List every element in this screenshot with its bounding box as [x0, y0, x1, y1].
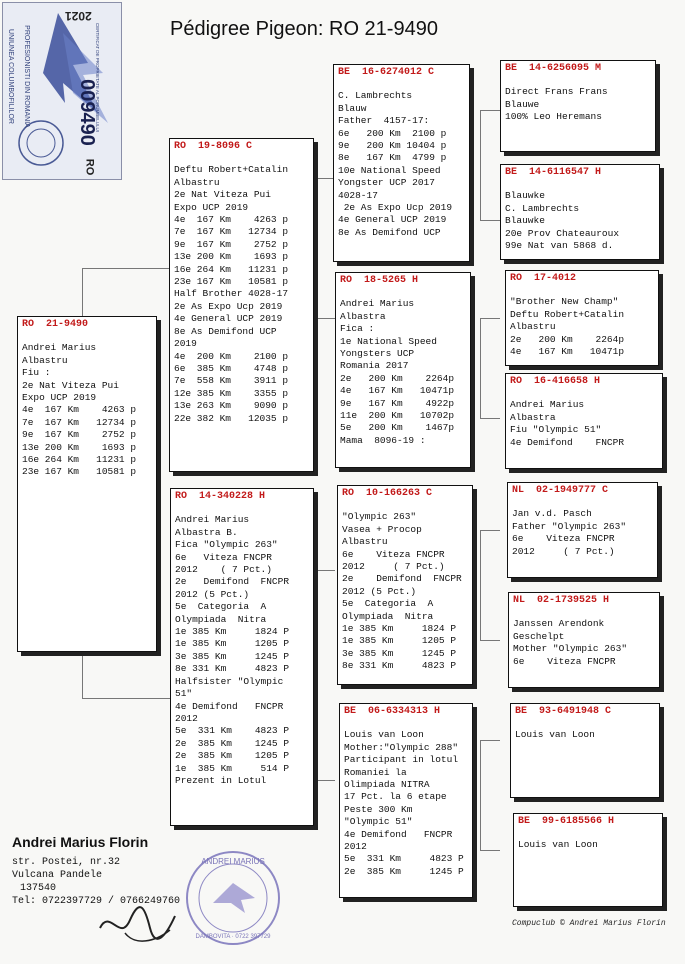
connector-line — [480, 418, 500, 419]
pigeon-info-line: Direct Frans Frans — [505, 86, 608, 98]
pigeon-info-line: Father "Olympic 263" — [512, 520, 627, 532]
pigeon-info-line: Father 4157-17: — [338, 115, 430, 127]
pigeon-card-dsd — [508, 592, 660, 688]
owner-seal-icon — [183, 848, 283, 948]
connector-line — [480, 740, 481, 850]
pigeon-info-line: 6e Viteza FNCPR — [342, 548, 445, 560]
pigeon-card-sire — [169, 138, 314, 472]
pigeon-info-line: Albastru — [510, 321, 556, 333]
pigeon-info-line: 4e 167 Km 4263 p — [22, 404, 137, 416]
pigeon-card-dds — [510, 703, 660, 798]
pigeon-info-line: 8e As Demifond UCP — [338, 226, 441, 238]
pigeon-info-line: Romania 2017 — [340, 360, 409, 372]
pigeon-info-line: Albastru — [342, 536, 388, 548]
pigeon-info-line: Albastru — [22, 354, 68, 366]
connector-line — [480, 740, 500, 741]
pigeon-info-line: 20e Prov Chateauroux — [505, 227, 620, 239]
ring-number: BE 93-6491948 C — [515, 706, 612, 717]
owner-phone: Tel: 0722397729 / 0766249760 — [12, 896, 181, 907]
stamp-country-code: RO — [83, 158, 96, 176]
connector-line — [315, 570, 335, 571]
pigeon-info-line: 16e 264 Km 11231 p — [22, 454, 137, 466]
pigeon-info-line: C. Lambrechts — [338, 90, 413, 102]
ring-number: NL 02-1949777 C — [512, 485, 609, 496]
pigeon-info-line: 23e 167 Km 10581 p — [22, 466, 137, 478]
page-title: Pédigree Pigeon: RO 21-9490 — [170, 18, 438, 40]
ownership-certificate-stamp — [2, 2, 122, 180]
pigeon-info-line: 2012 (5 Pct.) — [342, 585, 417, 597]
pigeon-info-line: 3e 385 Km 1245 P — [342, 647, 457, 659]
pigeon-info-line: Andrei Marius — [22, 342, 97, 354]
stamp-certificate-text: CERTIFICAT DE PROPRIETATE AL PORUMBELULUI — [94, 23, 100, 132]
software-credit: Compuclub © Andrei Marius Florin — [512, 919, 666, 928]
pigeon-card-ssd — [500, 164, 660, 260]
pigeon-info-line: 6e 200 Km 2100 p — [338, 127, 447, 139]
pigeon-info-line: 9e 200 Km 10404 p — [338, 140, 447, 152]
pigeon-info-line: 17 Pct. la 6 etape — [344, 791, 447, 803]
pigeon-info-line: 7e 167 Km 12734 p — [22, 416, 137, 428]
pigeon-info-line: Andrei Marius — [340, 298, 415, 310]
pigeon-info-line: Olympiada Nitra — [175, 613, 267, 625]
pigeon-info-line: 2012 — [344, 841, 367, 853]
pigeon-info-line: 2012 ( 7 Pct.) — [512, 545, 615, 557]
pigeon-card-sdd — [505, 373, 663, 469]
pigeon-info-line: 13e 263 Km 9090 p — [174, 400, 289, 412]
pigeon-info-line: Albastru — [174, 176, 220, 188]
pigeon-info-line: Mother "Olympic 263" — [513, 643, 628, 655]
pigeon-info-line: 1e 385 Km 514 P — [175, 762, 290, 774]
connector-line — [480, 318, 500, 319]
pigeon-info-line: Yongsters UCP — [340, 348, 415, 360]
pigeon-info-line: 13e 200 Km 1693 p — [22, 441, 137, 453]
pigeon-info-line: Expo UCP 2019 — [174, 201, 249, 213]
signature-icon — [95, 898, 185, 948]
connector-line — [480, 110, 500, 111]
pigeon-info-line: 13e 200 Km 1693 p — [174, 251, 289, 263]
connector-line — [480, 850, 500, 851]
pigeon-info-line: Peste 300 Km — [344, 803, 413, 815]
pigeon-info-line: 2e 385 Km 1245 P — [344, 865, 464, 877]
owner-address-street: str. Postei, nr.32 — [12, 857, 121, 868]
pigeon-card-dam-sire — [337, 485, 473, 685]
pigeon-info-line: 2e 200 Km 2264p — [510, 333, 625, 345]
pigeon-info-line: Olympiada Nitra — [342, 610, 434, 622]
pigeon-info-line: 7e 558 Km 3911 p — [174, 375, 289, 387]
connector-line — [82, 268, 172, 269]
ring-number: BE 99-6185566 H — [518, 816, 615, 827]
pigeon-info-line: Blauw — [338, 102, 367, 114]
ring-number: RO 16-416658 H — [510, 376, 601, 387]
pigeon-info-line: 8e 331 Km 4823 P — [342, 660, 457, 672]
pigeon-info-line: 2e As Expo Ucp 2019 — [174, 300, 283, 312]
pigeon-info-line: 4e 167 Km 4263 p — [174, 214, 289, 226]
pigeon-info-line: Albastra B. — [175, 526, 238, 538]
stamp-ring-number: 009490 — [75, 79, 98, 146]
pigeon-info-line: C. Lambrechts — [505, 202, 580, 214]
connector-line — [480, 220, 500, 221]
ring-number: BE 06-6334313 H — [344, 706, 441, 717]
connector-line — [480, 530, 500, 531]
pigeon-info-line: 2e 200 Km 2264p — [340, 372, 455, 384]
pigeon-card-sss — [500, 60, 656, 152]
pigeon-info-line: Fica "Olympic 263" — [175, 539, 278, 551]
ring-number: BE 14-6116547 H — [505, 167, 602, 178]
pigeon-info-line: 9e 167 Km 4922p — [340, 397, 455, 409]
pigeon-info-line: Participant in lotul — [344, 754, 459, 766]
pigeon-info-line: 2e Demifond FNCPR — [342, 573, 462, 585]
pigeon-info-line: 2012 ( 7 Pct.) — [175, 564, 272, 576]
pigeon-info-line: Andrei Marius — [510, 399, 585, 411]
pigeon-card-sds — [505, 270, 659, 366]
ring-number: RO 19-8096 C — [174, 141, 253, 152]
pigeon-info-line: 5e Categoria A — [175, 601, 267, 613]
pigeon-info-line: 8e 167 Km 4799 p — [338, 152, 447, 164]
pigeon-info-line: 10e National Speed — [338, 164, 441, 176]
connector-line — [82, 268, 83, 318]
pigeon-info-line: Janssen Arendonk — [513, 618, 605, 630]
pigeon-info-line: 16e 264 Km 11231 p — [174, 263, 289, 275]
connector-line — [82, 650, 83, 698]
pigeon-info-line: 2e 385 Km 1205 P — [175, 750, 290, 762]
pigeon-info-line: Louis van Loon — [515, 729, 595, 741]
pigeon-info-line: 9e 167 Km 2752 p — [174, 238, 289, 250]
pigeon-info-line: 23e 167 Km 10581 p — [174, 276, 289, 288]
pigeon-info-line: 9e 167 Km 2752 p — [22, 429, 137, 441]
stamp-year: 2021 — [65, 9, 92, 23]
pigeon-info-line: Blauwe — [505, 98, 540, 110]
pigeon-card-dam — [170, 488, 314, 826]
pigeon-info-line: Louis van Loon — [518, 839, 598, 851]
pigeon-info-line: Blauwke — [505, 190, 545, 202]
pigeon-info-line: 5e 331 Km 4823 P — [344, 853, 464, 865]
pigeon-info-line: Fiu "Olympic 51" — [510, 424, 602, 436]
pigeon-info-line: 4e Demifond FNCPR — [175, 700, 284, 712]
connector-line — [315, 780, 335, 781]
pigeon-info-line: 5e 200 Km 1467p — [340, 422, 455, 434]
ring-number: RO 18-5265 H — [340, 275, 419, 286]
pigeon-info-line: 2012 ( 7 Pct.) — [342, 561, 445, 573]
pigeon-info-line: 2012 (5 Pct.) — [175, 588, 250, 600]
owner-postcode: 137540 — [20, 883, 57, 894]
connector-line — [480, 110, 481, 220]
pigeon-info-line: 2019 — [174, 338, 197, 350]
pigeon-info-line: 1e 385 Km 1824 P — [175, 626, 290, 638]
pigeon-info-line: 11e 200 Km 10702p — [340, 410, 455, 422]
pigeon-info-line: 5e Categoria A — [342, 598, 434, 610]
pigeon-info-line: 1e 385 Km 1205 P — [342, 635, 457, 647]
connector-line — [315, 178, 316, 318]
pigeon-info-line: Blauwke — [505, 215, 545, 227]
pigeon-info-line: 4e Demifond FNCPR — [510, 436, 625, 448]
pigeon-info-line: Mother:"Olympic 288" — [344, 741, 459, 753]
pigeon-info-line: Mama 8096-19 : — [340, 434, 426, 446]
pigeon-info-line: Yongster UCP 2017 — [338, 177, 435, 189]
connector-line — [480, 318, 481, 418]
pigeon-info-line: 1e National Speed — [340, 335, 437, 347]
pigeon-emblem-icon — [3, 3, 122, 180]
pigeon-info-line: 100% Leo Heremans — [505, 111, 602, 123]
pigeon-info-line: 6e 385 Km 4748 p — [174, 362, 289, 374]
pigeon-info-line: Romaniei la — [344, 766, 407, 778]
pigeon-info-line: Jan v.d. Pasch — [512, 508, 592, 520]
pigeon-info-line: "Olympic 51" — [344, 816, 413, 828]
connector-line — [315, 318, 335, 319]
seal-bottom-text: DAMBOVITA · 0722 397729 — [195, 934, 271, 940]
pigeon-card-sire-dam — [335, 272, 471, 468]
pigeon-info-line: Half Brother 4028-17 — [174, 288, 289, 300]
pigeon-info-line: Fica : — [340, 323, 375, 335]
ring-number: RO 14-340228 H — [175, 491, 266, 502]
pigeon-info-line: 2e 385 Km 1245 P — [175, 737, 290, 749]
pigeon-info-line: 6e Viteza FNCPR — [513, 655, 616, 667]
pigeon-info-line: Prezent in Lotul — [175, 774, 267, 786]
pigeon-info-line: Geschelpt — [513, 630, 565, 642]
connector-line — [82, 698, 172, 699]
pigeon-card-dam-dam — [339, 703, 473, 898]
ring-number: RO 17-4012 — [510, 273, 577, 284]
pigeon-info-line: 1e 385 Km 1824 P — [342, 623, 457, 635]
connector-line — [315, 178, 335, 179]
pigeon-info-line: Halfsister "Olympic — [175, 675, 284, 687]
pigeon-info-line: 1e 385 Km 1205 P — [175, 638, 290, 650]
ring-number: RO 21-9490 — [22, 319, 89, 330]
pigeon-info-line: 2e Nat Viteza Pui — [174, 189, 271, 201]
pigeon-info-line: 4e Demifond FNCPR — [344, 828, 453, 840]
pigeon-card-sire-sire — [333, 64, 470, 262]
pigeon-info-line: 2e Demifond FNCPR — [175, 576, 290, 588]
owner-name: Andrei Marius Florin — [12, 834, 149, 850]
ring-number: RO 10-166263 C — [342, 488, 433, 499]
pigeon-info-line: Fiu : — [22, 367, 51, 379]
pigeon-info-line: 5e 331 Km 4823 P — [175, 725, 290, 737]
pigeon-info-line: Andrei Marius — [175, 514, 250, 526]
pigeon-info-line: 51" — [175, 688, 193, 700]
pigeon-info-line: 2e Nat Viteza Pui — [22, 379, 119, 391]
pigeon-info-line: Olimpiada NITRA — [344, 779, 430, 791]
connector-line — [315, 570, 316, 780]
pigeon-info-line: 6e Viteza FNCPR — [512, 533, 615, 545]
seal-outer-text: ANDREI MARIUS — [201, 857, 265, 866]
pigeon-info-line: 4e General UCP 2019 — [174, 313, 283, 325]
pigeon-info-line: 4e General UCP 2019 — [338, 214, 447, 226]
connector-line — [480, 530, 481, 640]
pigeon-info-line: Vasea + Procop — [342, 523, 422, 535]
pigeon-info-line: "Olympic 263" — [342, 511, 417, 523]
pigeon-info-line: Albastra — [340, 310, 386, 322]
pigeon-info-line: Louis van Loon — [344, 729, 424, 741]
stamp-org-line2: PROFESIONISTI DIN ROMANIA — [22, 25, 30, 128]
pigeon-info-line: 2012 — [175, 712, 198, 724]
pigeon-info-line: 4e 200 Km 2100 p — [174, 350, 289, 362]
pigeon-card-ddd — [513, 813, 663, 907]
owner-address-city: Vulcana Pandele — [12, 870, 103, 881]
pigeon-info-line: 2e As Expo Ucp 2019 — [338, 202, 453, 214]
ring-number: BE 14-6256095 M — [505, 63, 602, 74]
pigeon-info-line: 4028-17 — [338, 189, 378, 201]
ring-number: NL 02-1739525 H — [513, 595, 610, 606]
pigeon-info-line: 8e 331 Km 4823 P — [175, 663, 290, 675]
pigeon-info-line: 12e 385 Km 3355 p — [174, 387, 289, 399]
pigeon-info-line: Deftu Robert+Catalin — [510, 308, 625, 320]
pigeon-info-line: 7e 167 Km 12734 p — [174, 226, 289, 238]
pigeon-info-line: Expo UCP 2019 — [22, 392, 97, 404]
pigeon-info-line: "Brother New Champ" — [510, 296, 619, 308]
pigeon-info-line: 99e Nat van 5868 d. — [505, 240, 614, 252]
connector-line — [480, 640, 500, 641]
pigeon-info-line: Deftu Robert+Catalin — [174, 164, 289, 176]
pigeon-info-line: 4e 167 Km 10471p — [510, 346, 625, 358]
pigeon-info-line: Albastra — [510, 411, 556, 423]
pigeon-info-line: 22e 382 Km 12035 p — [174, 412, 289, 424]
pigeon-info-line: 3e 385 Km 1245 P — [175, 650, 290, 662]
pigeon-card-dss — [507, 482, 658, 578]
pigeon-info-line: 4e 167 Km 10471p — [340, 385, 455, 397]
ring-number: BE 16-6274012 C — [338, 67, 435, 78]
pigeon-info-line: 6e Viteza FNCPR — [175, 551, 272, 563]
stamp-org-line1: UNIUNEA COLUMBOFILILOR — [6, 29, 14, 124]
pigeon-card-subject — [17, 316, 157, 652]
pigeon-info-line: 8e As Demifond UCP — [174, 325, 277, 337]
